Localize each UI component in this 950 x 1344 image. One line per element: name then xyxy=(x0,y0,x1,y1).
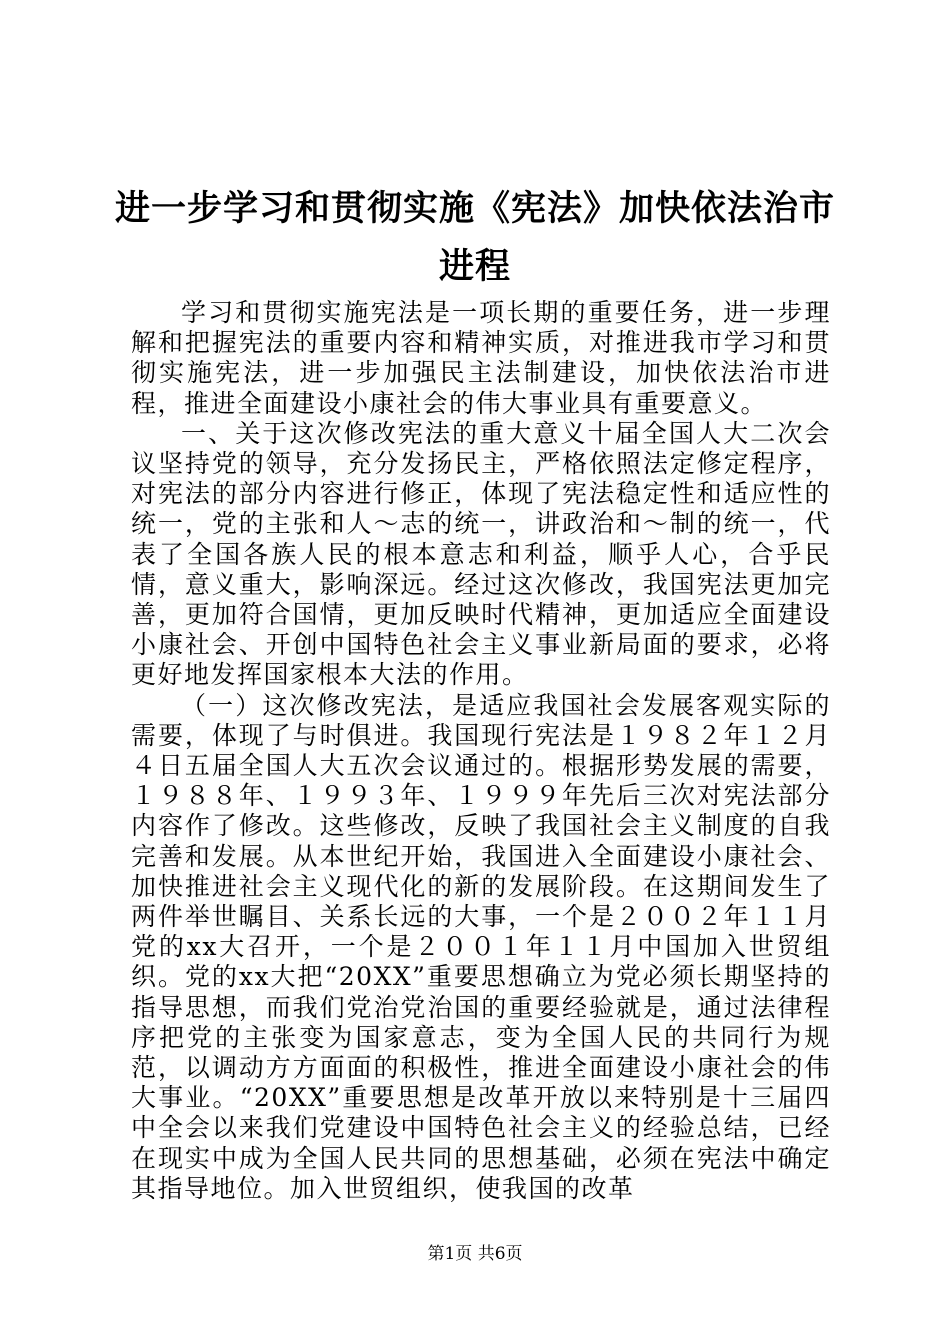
document-body xyxy=(131,298,831,1204)
paragraph-section-one: 一、关于这次修改宪法的重大意义十届全国人大二次会议坚持党的领导，充分发扬民主，严格依照法定修定程序，对宪法的部分内容进行修正，体现了宪法稳定性和适应性的统一，党的主张和人～志的统一，讲政治和～制的统一，代表了全国各族人民的根本意志和利益，顺乎人心，合乎民情，意义重大，影响深远。经过这次修改，我国宪法更加完善，更加符合国情，更加反映时代精神，更加适应全面建设小康社会、开创中国特色社会主义事业新局面的要求，必将更好地发挥国家根本大法的作用。 xyxy=(131,418,831,690)
page-number-footer: 第1页 共6页 xyxy=(427,1244,523,1264)
paragraph-intro: 学习和贯彻实施宪法是一项长期的重要任务，进一步理解和把握宪法的重要内容和精神实质，对推进我市学习和贯彻实施宪法，进一步加强民主法制建设，加快依法治市进程，推进全面建设小康社会的伟大事业具有重要意义。 xyxy=(131,298,831,418)
document-title: 进一步学习和贯彻实施《宪法》加快依法治市进程 xyxy=(114,189,835,287)
paragraph-subsection-one: （一）这次修改宪法，是适应我国社会发展客观实际的需要，体现了与时俱进。我国现行宪法是１９８２年１２月４日五届全国人大五次会议通过的。根据形势发展的需要，１９８８年、１９９３年、１９９９年先后三次对宪法部分内容作了修改。这些修改，反映了我国社会主义制度的自我完善和发展。从本世纪开始，我国进入全面建设小康社会、加快推进社会主义现代化的新的发展阶段。在这期间发生了两件举世瞩目、关系长远的大事，一个是２００２年１１月党的xx大召开，一个是２００１年１１月中国加入世贸组织。党的xx大把“20XX”重要思想确立为党必须长期坚持的指导思想，而我们党治党治国的重要经验就是，通过法律程序把党的主张变为国家意志，变为全国人民的共同行为规范，以调动方方面面的积极性，推进全面建设小康社会的伟大事业。“20XX”重要思想是改革开放以来特别是十三届四中全会以来我们党建设中国特色社会主义的经验总结，已经在现实中成为全国人民共同的思想基础，必须在宪法中确定其指导地位。加入世贸组织，使我国的改革 xyxy=(131,690,831,1203)
